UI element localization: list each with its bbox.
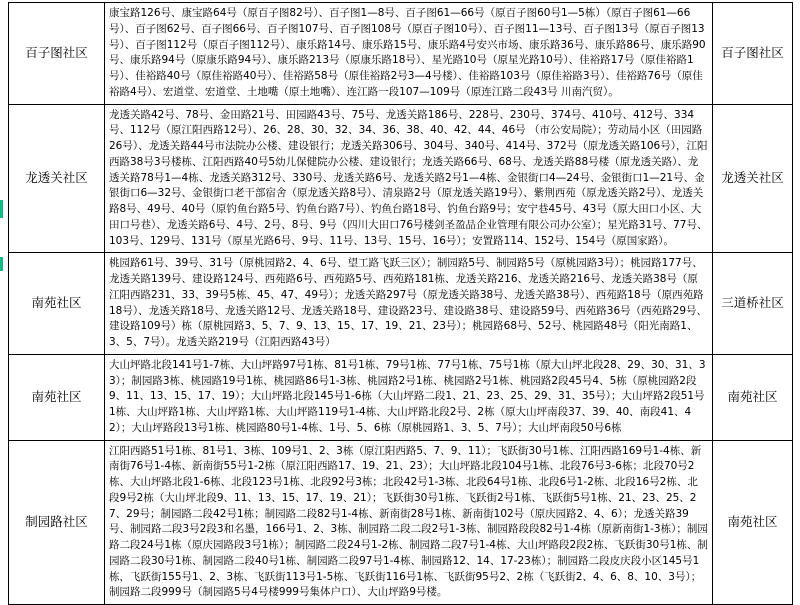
table-row [9,253,793,355]
edge-marker-2 [0,257,3,271]
sub-community-name: 南苑社区 [713,354,793,440]
table-row [9,104,793,253]
community-name: 百子图社区 [9,3,105,105]
community-name: 南苑社区 [9,253,105,355]
sub-community-name: 龙透关社区 [713,104,793,253]
community-name: 南苑社区 [9,354,105,440]
edge-marker-1 [0,200,3,218]
sub-community-name: 百子图社区 [713,3,793,105]
address-list: 桃园路61号、39号、31号（原桃园路2、4、6号、望工路飞跃三区）；制园路5号、制园路5号（原桃园路3号）；桃园路177号、龙透关路139号、建设路124号、西苑路6号、西苑路5号、西苑路181栋、龙透关路216、龙透关路216号、龙透关路38号（原江阳西路231、33、39号5栋、45、47、49号）；龙透关路297号（原龙透关路38号、龙透关路38号）、西苑路18号（原西苑路18号）、龙透关路18号、龙透关路12号、龙透关路18号、建设路23号、建设路38号、建设路59号、西苑路36号（西苑路29号、建设路109号）栋（原桃园路3、5、7、9、13、15、17、19、21、23号）；桃园路68号、52号、桃园路48号（阳光南路1、3、5、7号）。龙透关路219号（江阳西路43号） [105,253,713,355]
address-list: 康宝路126号、康宝路64号（原百子图82号）、百子图1—8号、百子图61—66号（原百子图60号1—5栋）（原百子图61—66号）、百子图62号、百子图66号、百子图107号、百子图108号（原百子图10号）、百子图11—13号、百子图13号（原百子图13号）、百子图112号（原百子图112号）、康乐路14号、康乐路15号、康乐路4号安兴市场、康乐路36号、康乐路86号、康乐路90号、康乐路94号（原康乐路94号）、康乐路213号（原康乐路18号）、星光路10号（原星光路10号）、佳裕路17号（原佳裕路1号）、佳裕路40号（原佳裕路40号）、佳裕路58号（原佳裕路2号3—4号楼）、佳裕路103号（原佳裕路3号）、佳裕路76号（原佳裕路4号）、宏道堂、宏道堂、土地嘴（原土地嘴）、连江路一段107—109号（原连江路二段43号 川南汽贸）。 [105,3,713,105]
table-row [9,440,793,605]
address-table [8,2,793,605]
address-list: 龙透关路42号、78号、金田路21号、田园路43号、75号、龙透关路186号、228号、230号、374号、410号、412号、334号、112号（原江阳西路12号）、26、28、30、32、34、36、38、40、42、44、46号 （市公安局院）；劳动局小区（田园路26号）、龙透关路44号市法院办公楼、建设银行；龙透关路306号、304号、340号、414号、372号（原龙透关路106号），江阳西路38号3号楼栋、江阳西路40号5幼儿保健院办公楼、建设银行；龙透关路66号、68号、龙透关路88号楼（原龙透关路）、龙透关路78号1—4栋、龙透关路312号、330号、龙透关路6号、龙透关路2号1—4栋、金银街口4—24号、金银街口1—21号、金银街口6—32号、金银街口老干部宿舍（原龙透关路8号）、清泉路2号（原龙透关路19号）、紫荆西苑（原龙透关路2号）、龙透关路8号、49号、40号（原钓鱼台路5号、钓鱼台路7号）、钓鱼台路18号、钓鱼台路9号；安宁巷45号、43号（原大田口小区、大田口号巷）、龙透关路6号、4号、2号、8号、9号（四川大田口76号楼剑圣盈品企业管理有限公司办公室）；星光路31号、77号、103号、129号、131号（原星光路6号、9号、11号、13号、15号、16号）；安置路114、152号、154号（原国家路）。 [105,104,713,253]
document-page [0,2,800,599]
table-row [9,3,793,105]
community-name: 制园路社区 [9,440,105,605]
sub-community-name: 南苑社区 [713,440,793,605]
community-name: 龙透关社区 [9,104,105,253]
sub-community-name: 三道桥社区 [713,253,793,355]
address-list: 江阳西路51号1栋、81号1、3栋、109号1、2、3栋（原江阳西路5、7、9、11）；飞跃街30号1栋、江阳西路169号1-4栋、新南街76号1-4栋、新南街55号1-2栋（原江阳西路17、19、21、23）；大山坪路北段104号1栋、北段76号3-6栋；北段70号2栋、大山坪路北段1-6栋、北段123号1栋、北段92号3栋；北段42号1-3栋、北段64号1栋、北段6号1-2栋、北段16号2栋、北段9号2栋（大山坪北段9、11、13、15、17、19、21）；飞跃街30号1栋、飞跃街2号1栋、飞跃街5号1栋、21、23、25、27、29号；制园路二段42号1栋；制园路二段82号1-4栋、新南街28号1栋、新南街102号（原庆园路2、4、6）；龙透关路39号、制园路二段3号2段3和名墨，166号1、2、3栋、制园路二段二段2号1-3栋、制园路段段82号1-4栋（原新南街1-3栋）；制园路二段24号1栋（原庆园路段3号1栋）；制园路二段24号1-2栋、制园路二段7号1-4栋、大山坪路段2段2栋、飞跃街30号1栋、制园路二段30号1栋、制园路二段40号1栋、制园路二段97号1-4栋、制园路12、14、17-23栋）；制园路二段皮庆段小区145号1栋，飞跃街155号1、2、3栋、飞跃街113号1-5栋、飞跃街116号1栋、飞跃街95号2、2栋（飞跃街2、4、6、8、10、3号）；制园路二段999号（制园路5号4号楼999号集体户口）、大山坪路9号楼。 [105,440,713,605]
address-list: 大山坪路北段141号1-7栋、大山坪路97号1栋、81号1栋、79号1栋、77号1栋、75号1栋（原大山坪北段28、29、30、31、33）；制园路3栋、桃园路19号1栋、桃园路86号1-3栋、桃园路2号1栋、桃园路2号1栋、桃园路2段45号4、5栋（原桃园路2段9、11、13、15、17、19）；大山坪路北段145号1-6栋（大山坪路二段1、21、23、25、29、31、35号）；大山坪路2段51号1栋、大山坪路1栋、大山坪路1栋、大山坪路119号1-4栋、大山坪路北段2号、2栋（原大山坪南段37、39、40、南段41、42）；大山坪路段13号1栋、桃园路80号1-4栋、1号、5、6栋（原桃园路1、3、5、7号）；大山坪南段50号6栋 [105,354,713,440]
table-row [9,354,793,440]
